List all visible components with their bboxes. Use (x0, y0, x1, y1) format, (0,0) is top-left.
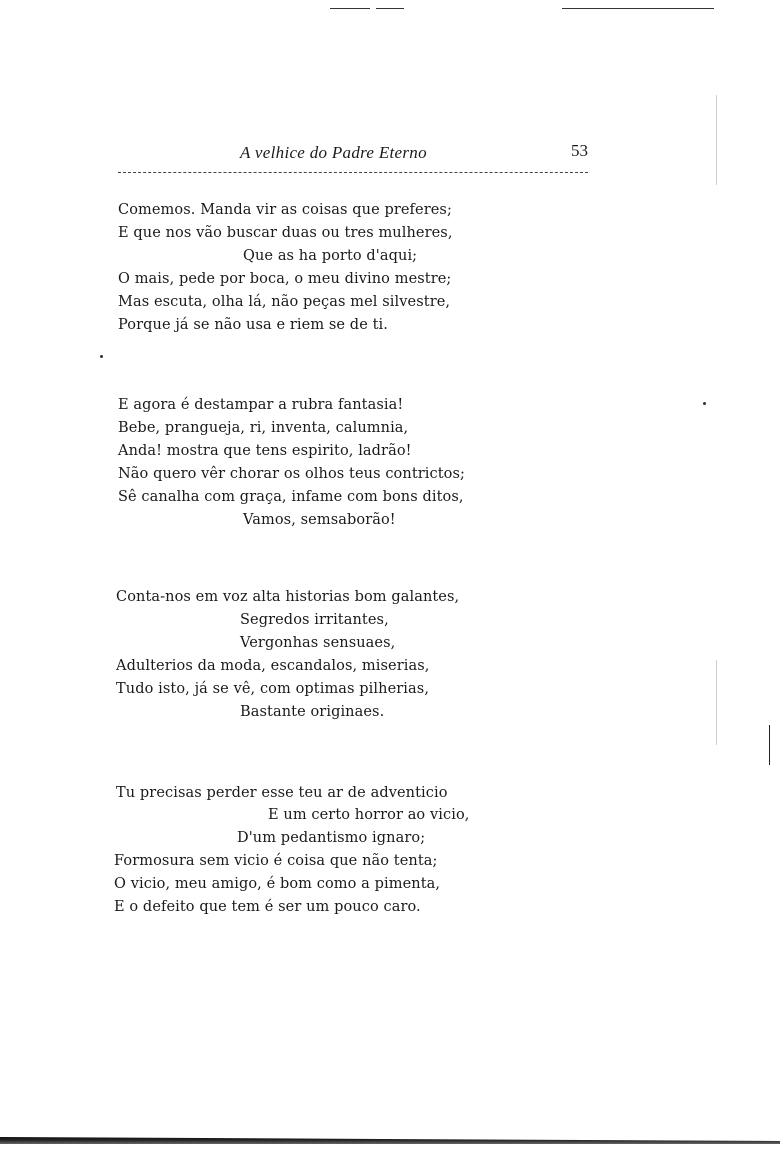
poem-line: Anda! mostra que tens espirito, ladrão! (118, 443, 412, 459)
poem-line: E agora é destampar a rubra fantasia! (118, 397, 404, 413)
poem-line: Adulterios da moda, escandalos, miserias, (116, 658, 430, 674)
page-number: 53 (571, 141, 588, 160)
scan-speck (703, 402, 706, 405)
poem-line: Formosura sem vicio é coisa que não tenta; (114, 853, 438, 869)
running-title: A velhice do Padre Eterno (240, 143, 427, 162)
running-header (118, 143, 588, 169)
top-rule-left-2 (376, 8, 404, 9)
poem-line: Comemos. Manda vir as coisas que preferes; (118, 202, 452, 218)
poem-line: Porque já se não usa e riem se de ti. (118, 317, 388, 333)
poem-line: Que as ha porto d'aqui; (243, 248, 418, 264)
poem-line: Vergonhas sensuaes, (240, 635, 396, 651)
poem-line: Conta-nos em voz alta historias bom galantes, (116, 589, 460, 605)
poem-line: Sê canalha com graça, infame com bons ditos, (118, 489, 464, 505)
header-rule (118, 172, 588, 173)
poem-line: Mas escuta, olha lá, não peças mel silvestre, (118, 294, 451, 310)
poem-line: D'um pedantismo ignaro; (237, 830, 426, 846)
margin-mark (716, 95, 717, 185)
margin-mark (716, 660, 717, 745)
poem-line: Tu precisas perder esse teu ar de adventicio (116, 785, 448, 801)
poem-line: Bastante originaes. (240, 704, 385, 720)
margin-mark (769, 725, 770, 765)
page-bottom-edge (0, 1134, 780, 1144)
poem-line: E um certo horror ao vicio, (268, 807, 470, 823)
scan-speck (100, 355, 103, 358)
poem-line: Bebe, prangueja, ri, inventa, calumnia, (118, 420, 409, 436)
poem-line: Tudo isto, já se vê, com optimas pilherias, (116, 681, 430, 697)
poem-line: E o defeito que tem é ser um pouco caro. (114, 899, 421, 915)
poem-line: E que nos vão buscar duas ou tres mulheres, (118, 225, 453, 241)
poem-line: O vicio, meu amigo, é bom como a pimenta, (114, 876, 441, 892)
poem-line: O mais, pede por boca, o meu divino mestre; (118, 271, 452, 287)
poem-line: Não quero vêr chorar os olhos teus contrictos; (118, 466, 466, 482)
poem-line: Segredos irritantes, (240, 612, 389, 628)
top-rule-left (330, 8, 370, 9)
poem-line: Vamos, semsaborão! (243, 512, 396, 528)
top-rule-right (562, 8, 714, 9)
